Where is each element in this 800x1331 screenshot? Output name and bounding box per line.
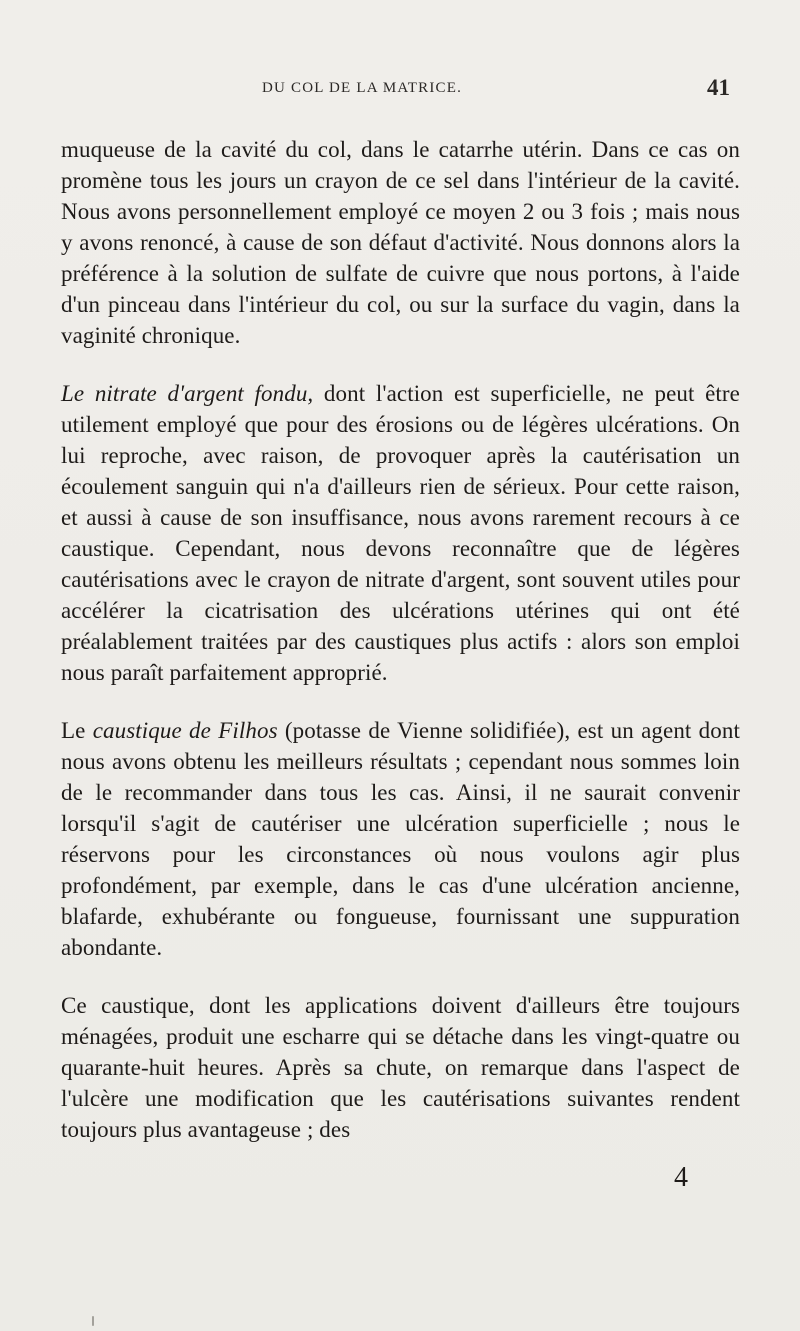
paragraph-3-italic-term: caustique de Filhos: [92, 718, 278, 743]
paragraph-4-text: Ce caustique, dont les applications doivent d'ailleurs être toujours ménagées, produit une escharre qui se détache dans les vingt-quatre ou quarante-huit heures. Après sa chute, on remarque dans l'aspect de l'ulcère une modification que les cautérisations suivantes rendent toujours plus avantageuse ; des: [61, 993, 740, 1142]
paragraph-2-italic-term: Le nitrate d'argent fondu,: [61, 381, 314, 406]
paragraph-2: [61, 378, 740, 688]
paragraph-3-text: (potasse de Vienne solidifiée), est un agent dont nous avons obtenu les meilleurs résultats ; cependant nous sommes loin de le recommander dans tous les cas. Ainsi, il ne saurait convenir lorsqu'il s'agit de cautériser une ulcération superficielle ; nous le réservons pour les circonstances où nous voulons agir plus profondément, par exemple, dans le cas d'une ulcération ancienne, blafarde, exhubérante ou fongueuse, fournissant une suppuration abondante.: [61, 718, 740, 960]
paragraph-3-lead: Le: [61, 718, 93, 743]
running-head: DU COL DE LA MATRICE.: [262, 80, 463, 96]
page-header: [62, 75, 738, 108]
body-text: [61, 134, 740, 1145]
print-speck: [92, 1316, 94, 1326]
paragraph-3: [61, 715, 740, 963]
paragraph-2-text: dont l'action est superficielle, ne peut être utilement employé que pour des érosions ou de légères ulcérations. On lui reproche, avec raison, de provoquer après la cautérisation un écoulement sanguin qui n'a d'ailleurs rien de sérieux. Pour cette raison, et aussi à cause de son insuffisance, nous avons rarement recours à ce caustique. Cependant, nous devons reconnaître que de légères cautérisations avec le crayon de nitrate d'argent, sont souvent utiles pour accélérer la cicatrisation des ulcérations utérines qui ont été préalablement traitées par des caustiques plus actifs : alors son emploi nous paraît parfaitement approprié.: [61, 381, 740, 685]
signature-mark: 4: [674, 1162, 688, 1193]
page-number: 41: [707, 75, 730, 100]
paragraph-1: [61, 134, 740, 351]
paragraph-1-text: muqueuse de la cavité du col, dans le catarrhe utérin. Dans ce cas on promène tous les jours un crayon de ce sel dans l'intérieur de la cavité. Nous avons personnellement employé ce moyen 2 ou 3 fois ; mais nous y avons renoncé, à cause de son défaut d'activité. Nous donnons alors la préférence à la solution de sulfate de cuivre que nous portons, à l'aide d'un pinceau dans l'intérieur du col, ou sur la surface du vagin, dans la vaginité chronique.: [61, 137, 740, 348]
paragraph-4: [61, 990, 740, 1145]
print-speck: [345, 915, 348, 918]
